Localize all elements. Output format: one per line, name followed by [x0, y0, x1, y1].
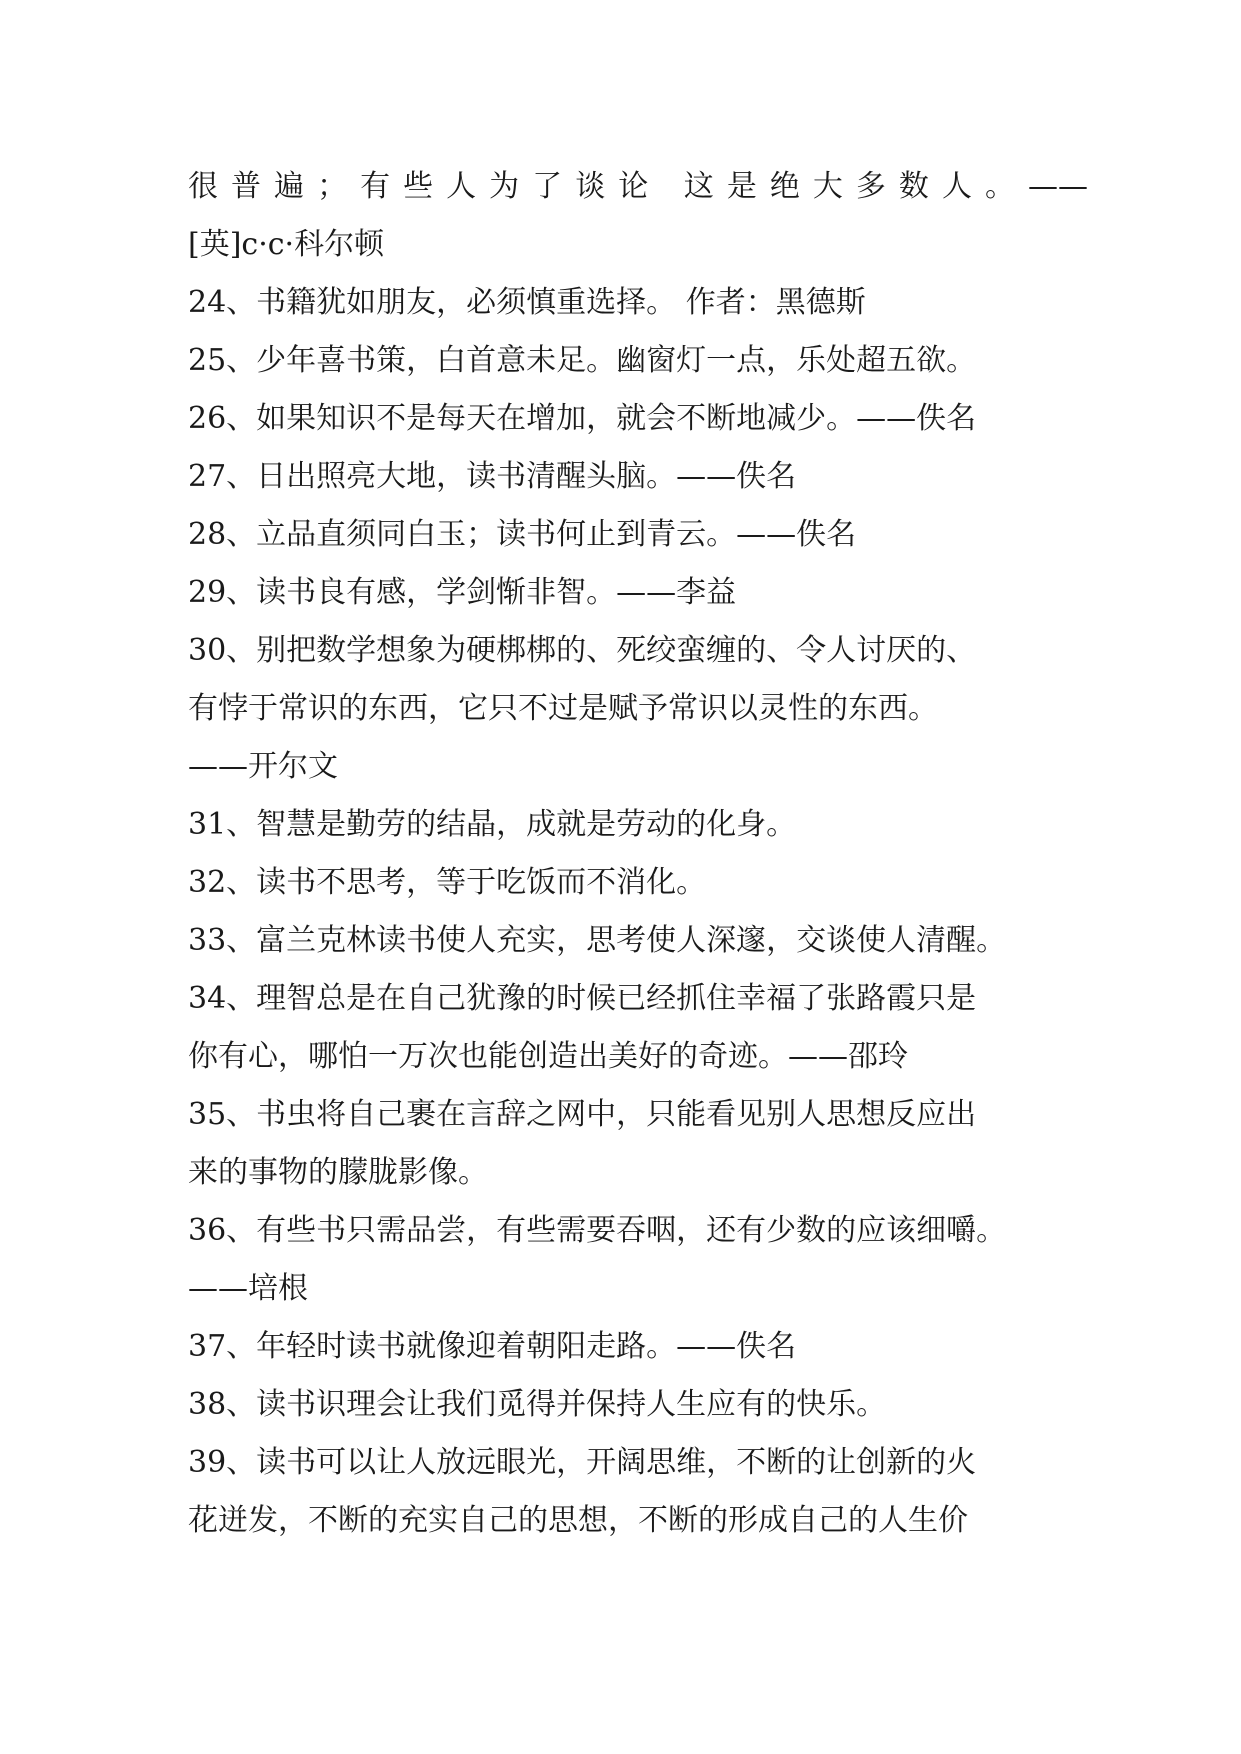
text-line: 34、理智总是在自己犹豫的时候已经抓住幸福了张路霞只是 [188, 981, 977, 1016]
text-line: 29、读书良有感，学剑惭非智。——李益 [188, 575, 737, 610]
text-line: 很普遍；有些人为了谈论 这是绝大多数人。—— [188, 169, 1088, 204]
text-line: 38、读书识理会让我们觅得并保持人生应有的快乐。 [188, 1387, 887, 1422]
text-line: 39、读书可以让人放远眼光，开阔思维，不断的让创新的火 [188, 1445, 977, 1480]
text-line: [英]c·c·科尔顿 [188, 227, 385, 262]
text-line: 37、年轻时读书就像迎着朝阳走路。——佚名 [188, 1329, 797, 1364]
text-line: 35、书虫将自己裹在言辞之网中，只能看见别人思想反应出 [188, 1097, 977, 1132]
text-line: 来的事物的朦胧影像。 [188, 1155, 488, 1190]
text-line: 27、日出照亮大地，读书清醒头脑。——佚名 [188, 459, 797, 494]
text-line: 31、智慧是勤劳的结晶，成就是劳动的化身。 [188, 807, 797, 842]
text-line: 26、如果知识不是每天在增加，就会不断地减少。——佚名 [188, 401, 977, 436]
text-line: ——开尔文 [188, 749, 338, 784]
text-line: 33、富兰克林读书使人充实，思考使人深邃，交谈使人清醒。 [188, 923, 1007, 958]
text-line: 花迸发，不断的充实自己的思想，不断的形成自己的人生价 [188, 1503, 968, 1538]
text-line: 36、有些书只需品尝，有些需要吞咽，还有少数的应该细嚼。 [188, 1213, 1007, 1248]
text-line: 25、少年喜书策，白首意未足。幽窗灯一点，乐处超五欲。 [188, 343, 977, 378]
text-line: ——培根 [188, 1271, 308, 1306]
text-line: 有悖于常识的东西，它只不过是赋予常识以灵性的东西。 [188, 691, 938, 726]
text-line: 28、立品直须同白玉；读书何止到青云。——佚名 [188, 517, 857, 552]
text-line: 30、别把数学想象为硬梆梆的、死绞蛮缠的、令人讨厌的、 [188, 633, 977, 668]
document-body [188, 158, 1088, 1550]
text-line: 你有心，哪怕一万次也能创造出美好的奇迹。——邵玲 [188, 1039, 908, 1074]
text-line: 32、读书不思考，等于吃饭而不消化。 [188, 865, 707, 900]
text-line: 24、书籍犹如朋友，必须慎重选择。 作者：黑德斯 [188, 285, 866, 320]
